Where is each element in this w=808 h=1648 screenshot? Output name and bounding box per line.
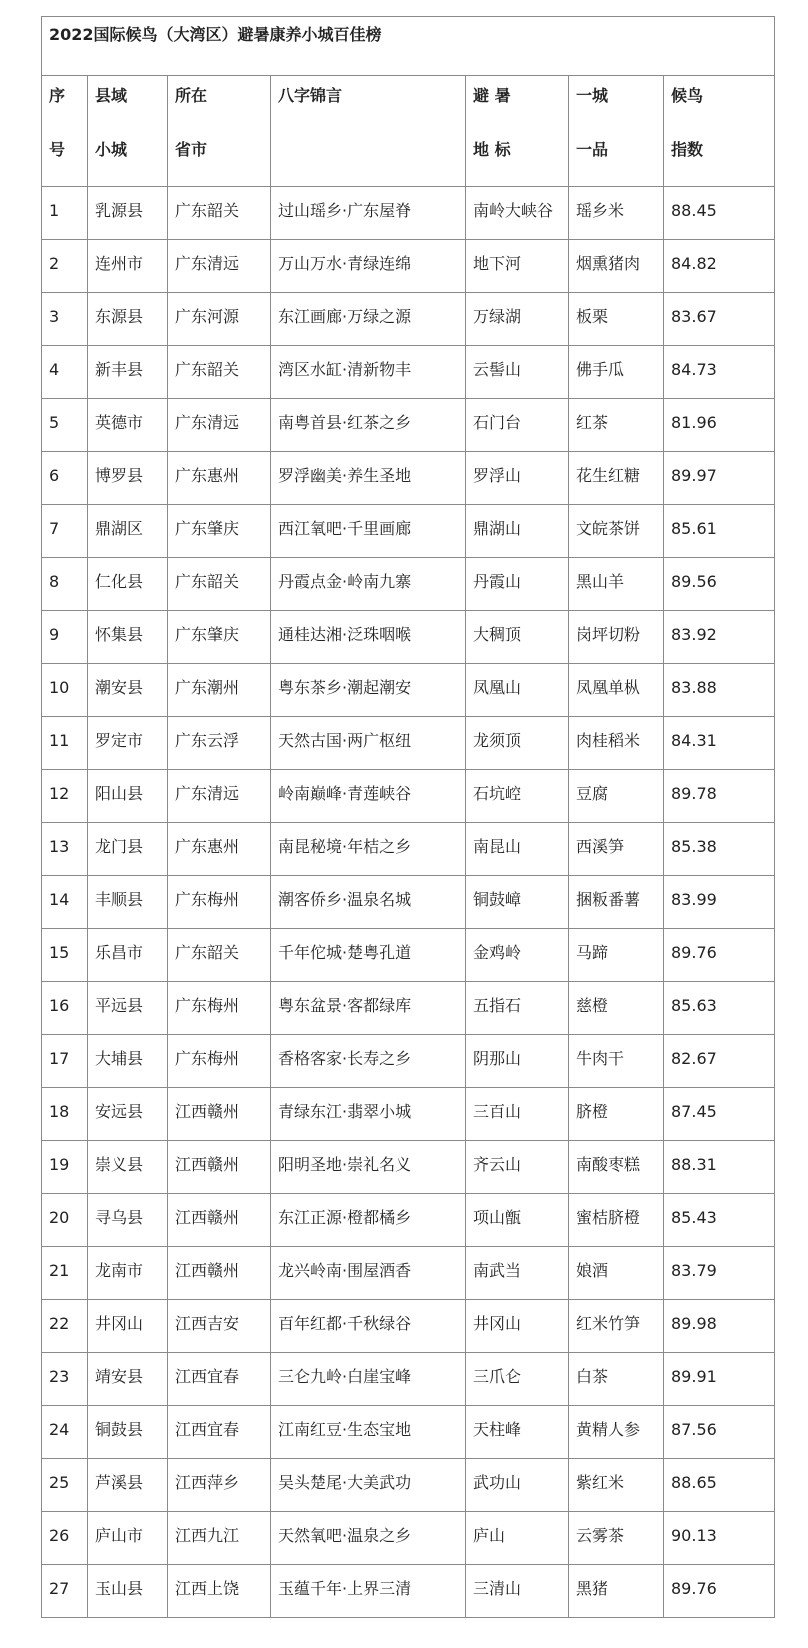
table-row bbox=[42, 1300, 775, 1353]
slogan-cell: 吴头楚尾·大美武功 bbox=[271, 1459, 466, 1512]
province-city-cell: 广东云浮 bbox=[168, 717, 271, 770]
rank-cell: 12 bbox=[42, 770, 88, 823]
specialty-cell: 佛手瓜 bbox=[569, 346, 664, 399]
table-row bbox=[42, 187, 775, 240]
county-cell: 丰顺县 bbox=[88, 876, 168, 929]
slogan-cell: 过山瑶乡·广东屋脊 bbox=[271, 187, 466, 240]
specialty-cell: 白茶 bbox=[569, 1353, 664, 1406]
table-row bbox=[42, 770, 775, 823]
index-cell: 83.79 bbox=[664, 1247, 775, 1300]
rank-cell: 10 bbox=[42, 664, 88, 717]
county-cell: 大埔县 bbox=[88, 1035, 168, 1088]
header-rank: 序 号 bbox=[42, 76, 88, 187]
slogan-cell: 湾区水缸·清新物丰 bbox=[271, 346, 466, 399]
province-city-cell: 广东肇庆 bbox=[168, 505, 271, 558]
county-cell: 仁化县 bbox=[88, 558, 168, 611]
index-cell: 83.88 bbox=[664, 664, 775, 717]
specialty-cell: 娘酒 bbox=[569, 1247, 664, 1300]
table-row bbox=[42, 611, 775, 664]
province-city-cell: 江西上饶 bbox=[168, 1565, 271, 1618]
slogan-cell: 东江画廊·万绿之源 bbox=[271, 293, 466, 346]
county-cell: 崇义县 bbox=[88, 1141, 168, 1194]
rank-cell: 13 bbox=[42, 823, 88, 876]
landmark-cell: 庐山 bbox=[466, 1512, 569, 1565]
rank-cell: 25 bbox=[42, 1459, 88, 1512]
slogan-cell: 粤东盆景·客都绿库 bbox=[271, 982, 466, 1035]
rank-cell: 8 bbox=[42, 558, 88, 611]
rank-cell: 18 bbox=[42, 1088, 88, 1141]
rank-cell: 21 bbox=[42, 1247, 88, 1300]
province-city-cell: 江西宜春 bbox=[168, 1353, 271, 1406]
province-city-cell: 江西赣州 bbox=[168, 1088, 271, 1141]
province-city-cell: 广东河源 bbox=[168, 293, 271, 346]
index-cell: 89.78 bbox=[664, 770, 775, 823]
index-cell: 83.99 bbox=[664, 876, 775, 929]
header-index: 候鸟 指数 bbox=[664, 76, 775, 187]
specialty-cell: 南酸枣糕 bbox=[569, 1141, 664, 1194]
specialty-cell: 脐橙 bbox=[569, 1088, 664, 1141]
landmark-cell: 南武当 bbox=[466, 1247, 569, 1300]
landmark-cell: 井冈山 bbox=[466, 1300, 569, 1353]
province-city-cell: 广东惠州 bbox=[168, 823, 271, 876]
slogan-cell: 粤东茶乡·潮起潮安 bbox=[271, 664, 466, 717]
specialty-cell: 红米竹笋 bbox=[569, 1300, 664, 1353]
province-city-cell: 江西赣州 bbox=[168, 1247, 271, 1300]
landmark-cell: 三爪仑 bbox=[466, 1353, 569, 1406]
specialty-cell: 牛肉干 bbox=[569, 1035, 664, 1088]
index-cell: 89.97 bbox=[664, 452, 775, 505]
specialty-cell: 烟熏猪肉 bbox=[569, 240, 664, 293]
table-row bbox=[42, 558, 775, 611]
landmark-cell: 天柱峰 bbox=[466, 1406, 569, 1459]
specialty-cell: 黑山羊 bbox=[569, 558, 664, 611]
specialty-cell: 西溪笋 bbox=[569, 823, 664, 876]
landmark-cell: 铜鼓嶂 bbox=[466, 876, 569, 929]
header-slogan: 八字锦言 bbox=[271, 76, 466, 187]
index-cell: 81.96 bbox=[664, 399, 775, 452]
rank-cell: 11 bbox=[42, 717, 88, 770]
specialty-cell: 红茶 bbox=[569, 399, 664, 452]
slogan-cell: 玉蕴千年·上界三清 bbox=[271, 1565, 466, 1618]
county-cell: 连州市 bbox=[88, 240, 168, 293]
county-cell: 龙南市 bbox=[88, 1247, 168, 1300]
county-cell: 东源县 bbox=[88, 293, 168, 346]
county-cell: 芦溪县 bbox=[88, 1459, 168, 1512]
rank-cell: 17 bbox=[42, 1035, 88, 1088]
specialty-cell: 花生红糖 bbox=[569, 452, 664, 505]
table-header-row bbox=[42, 76, 775, 187]
province-city-cell: 江西吉安 bbox=[168, 1300, 271, 1353]
county-cell: 安远县 bbox=[88, 1088, 168, 1141]
specialty-cell: 岗坪切粉 bbox=[569, 611, 664, 664]
table-row bbox=[42, 346, 775, 399]
table-row bbox=[42, 505, 775, 558]
province-city-cell: 广东清远 bbox=[168, 240, 271, 293]
index-cell: 89.76 bbox=[664, 929, 775, 982]
landmark-cell: 齐云山 bbox=[466, 1141, 569, 1194]
slogan-cell: 香格客家·长寿之乡 bbox=[271, 1035, 466, 1088]
county-cell: 博罗县 bbox=[88, 452, 168, 505]
header-county: 县域 小城 bbox=[88, 76, 168, 187]
specialty-cell: 慈橙 bbox=[569, 982, 664, 1035]
specialty-cell: 蜜桔脐橙 bbox=[569, 1194, 664, 1247]
slogan-cell: 罗浮幽美·养生圣地 bbox=[271, 452, 466, 505]
index-cell: 87.45 bbox=[664, 1088, 775, 1141]
landmark-cell: 阴那山 bbox=[466, 1035, 569, 1088]
province-city-cell: 广东韶关 bbox=[168, 929, 271, 982]
landmark-cell: 石门台 bbox=[466, 399, 569, 452]
slogan-cell: 江南红豆·生态宝地 bbox=[271, 1406, 466, 1459]
landmark-cell: 三清山 bbox=[466, 1565, 569, 1618]
specialty-cell: 瑶乡米 bbox=[569, 187, 664, 240]
table-row bbox=[42, 1565, 775, 1618]
province-city-cell: 广东韶关 bbox=[168, 187, 271, 240]
county-cell: 庐山市 bbox=[88, 1512, 168, 1565]
landmark-cell: 南岭大峡谷 bbox=[466, 187, 569, 240]
rank-cell: 20 bbox=[42, 1194, 88, 1247]
rank-cell: 22 bbox=[42, 1300, 88, 1353]
slogan-cell: 南粤首县·红茶之乡 bbox=[271, 399, 466, 452]
landmark-cell: 南昆山 bbox=[466, 823, 569, 876]
specialty-cell: 凤凰单枞 bbox=[569, 664, 664, 717]
province-city-cell: 广东清远 bbox=[168, 399, 271, 452]
slogan-cell: 千年佗城·楚粤孔道 bbox=[271, 929, 466, 982]
province-city-cell: 江西九江 bbox=[168, 1512, 271, 1565]
table-row bbox=[42, 929, 775, 982]
table-row bbox=[42, 1459, 775, 1512]
county-cell: 寻乌县 bbox=[88, 1194, 168, 1247]
index-cell: 89.76 bbox=[664, 1565, 775, 1618]
province-city-cell: 广东梅州 bbox=[168, 876, 271, 929]
index-cell: 88.65 bbox=[664, 1459, 775, 1512]
specialty-cell: 云雾茶 bbox=[569, 1512, 664, 1565]
rank-cell: 27 bbox=[42, 1565, 88, 1618]
header-landmark: 避 暑 地 标 bbox=[466, 76, 569, 187]
rank-cell: 19 bbox=[42, 1141, 88, 1194]
table-row bbox=[42, 1194, 775, 1247]
landmark-cell: 凤凰山 bbox=[466, 664, 569, 717]
table-row bbox=[42, 1141, 775, 1194]
landmark-cell: 金鸡岭 bbox=[466, 929, 569, 982]
table-row bbox=[42, 1035, 775, 1088]
province-city-cell: 江西宜春 bbox=[168, 1406, 271, 1459]
landmark-cell: 项山甑 bbox=[466, 1194, 569, 1247]
rank-cell: 7 bbox=[42, 505, 88, 558]
province-city-cell: 广东韶关 bbox=[168, 558, 271, 611]
header-province-city: 所在 省市 bbox=[168, 76, 271, 187]
rank-cell: 1 bbox=[42, 187, 88, 240]
slogan-cell: 百年红都·千秋绿谷 bbox=[271, 1300, 466, 1353]
landmark-cell: 鼎湖山 bbox=[466, 505, 569, 558]
province-city-cell: 广东潮州 bbox=[168, 664, 271, 717]
table-row bbox=[42, 1247, 775, 1300]
index-cell: 90.13 bbox=[664, 1512, 775, 1565]
slogan-cell: 青绿东江·翡翠小城 bbox=[271, 1088, 466, 1141]
landmark-cell: 丹霞山 bbox=[466, 558, 569, 611]
county-cell: 阳山县 bbox=[88, 770, 168, 823]
county-cell: 井冈山 bbox=[88, 1300, 168, 1353]
slogan-cell: 万山万水·青绿连绵 bbox=[271, 240, 466, 293]
county-cell: 怀集县 bbox=[88, 611, 168, 664]
ranking-table bbox=[41, 16, 775, 1618]
index-cell: 89.56 bbox=[664, 558, 775, 611]
rank-cell: 6 bbox=[42, 452, 88, 505]
specialty-cell: 马蹄 bbox=[569, 929, 664, 982]
specialty-cell: 文皖茶饼 bbox=[569, 505, 664, 558]
specialty-cell: 板栗 bbox=[569, 293, 664, 346]
province-city-cell: 广东梅州 bbox=[168, 1035, 271, 1088]
table-row bbox=[42, 452, 775, 505]
table-row bbox=[42, 399, 775, 452]
specialty-cell: 紫红米 bbox=[569, 1459, 664, 1512]
province-city-cell: 广东清远 bbox=[168, 770, 271, 823]
landmark-cell: 万绿湖 bbox=[466, 293, 569, 346]
table-row bbox=[42, 1353, 775, 1406]
landmark-cell: 云髻山 bbox=[466, 346, 569, 399]
slogan-cell: 天然氧吧·温泉之乡 bbox=[271, 1512, 466, 1565]
index-cell: 85.38 bbox=[664, 823, 775, 876]
index-cell: 85.43 bbox=[664, 1194, 775, 1247]
index-cell: 88.45 bbox=[664, 187, 775, 240]
rank-cell: 15 bbox=[42, 929, 88, 982]
slogan-cell: 阳明圣地·崇礼名义 bbox=[271, 1141, 466, 1194]
rank-cell: 4 bbox=[42, 346, 88, 399]
specialty-cell: 豆腐 bbox=[569, 770, 664, 823]
county-cell: 平远县 bbox=[88, 982, 168, 1035]
province-city-cell: 江西赣州 bbox=[168, 1141, 271, 1194]
table-row bbox=[42, 823, 775, 876]
index-cell: 89.91 bbox=[664, 1353, 775, 1406]
slogan-cell: 岭南巅峰·青莲峡谷 bbox=[271, 770, 466, 823]
rank-cell: 26 bbox=[42, 1512, 88, 1565]
table-row bbox=[42, 1406, 775, 1459]
table-row bbox=[42, 664, 775, 717]
province-city-cell: 广东肇庆 bbox=[168, 611, 271, 664]
landmark-cell: 罗浮山 bbox=[466, 452, 569, 505]
rank-cell: 14 bbox=[42, 876, 88, 929]
landmark-cell: 地下河 bbox=[466, 240, 569, 293]
slogan-cell: 东江正源·橙都橘乡 bbox=[271, 1194, 466, 1247]
landmark-cell: 大稠顶 bbox=[466, 611, 569, 664]
landmark-cell: 武功山 bbox=[466, 1459, 569, 1512]
index-cell: 89.98 bbox=[664, 1300, 775, 1353]
province-city-cell: 江西赣州 bbox=[168, 1194, 271, 1247]
landmark-cell: 石坑崆 bbox=[466, 770, 569, 823]
county-cell: 乳源县 bbox=[88, 187, 168, 240]
table-row bbox=[42, 876, 775, 929]
index-cell: 88.31 bbox=[664, 1141, 775, 1194]
slogan-cell: 通桂达湘·泛珠咽喉 bbox=[271, 611, 466, 664]
slogan-cell: 丹霞点金·岭南九寨 bbox=[271, 558, 466, 611]
rank-cell: 24 bbox=[42, 1406, 88, 1459]
province-city-cell: 广东惠州 bbox=[168, 452, 271, 505]
county-cell: 罗定市 bbox=[88, 717, 168, 770]
index-cell: 83.92 bbox=[664, 611, 775, 664]
slogan-cell: 潮客侨乡·温泉名城 bbox=[271, 876, 466, 929]
table-row bbox=[42, 1512, 775, 1565]
header-specialty: 一城 一品 bbox=[569, 76, 664, 187]
rank-cell: 23 bbox=[42, 1353, 88, 1406]
rank-cell: 3 bbox=[42, 293, 88, 346]
county-cell: 潮安县 bbox=[88, 664, 168, 717]
table-row bbox=[42, 982, 775, 1035]
index-cell: 84.82 bbox=[664, 240, 775, 293]
slogan-cell: 南昆秘境·年桔之乡 bbox=[271, 823, 466, 876]
province-city-cell: 广东梅州 bbox=[168, 982, 271, 1035]
county-cell: 靖安县 bbox=[88, 1353, 168, 1406]
province-city-cell: 广东韶关 bbox=[168, 346, 271, 399]
index-cell: 84.31 bbox=[664, 717, 775, 770]
slogan-cell: 西江氧吧·千里画廊 bbox=[271, 505, 466, 558]
slogan-cell: 龙兴岭南·围屋酒香 bbox=[271, 1247, 466, 1300]
county-cell: 铜鼓县 bbox=[88, 1406, 168, 1459]
table-row bbox=[42, 717, 775, 770]
county-cell: 龙门县 bbox=[88, 823, 168, 876]
specialty-cell: 黄精人参 bbox=[569, 1406, 664, 1459]
landmark-cell: 三百山 bbox=[466, 1088, 569, 1141]
table-row bbox=[42, 1088, 775, 1141]
rank-cell: 9 bbox=[42, 611, 88, 664]
index-cell: 82.67 bbox=[664, 1035, 775, 1088]
slogan-cell: 天然古国·两广枢纽 bbox=[271, 717, 466, 770]
county-cell: 鼎湖区 bbox=[88, 505, 168, 558]
landmark-cell: 龙须顶 bbox=[466, 717, 569, 770]
index-cell: 85.63 bbox=[664, 982, 775, 1035]
rank-cell: 5 bbox=[42, 399, 88, 452]
county-cell: 英德市 bbox=[88, 399, 168, 452]
province-city-cell: 江西萍乡 bbox=[168, 1459, 271, 1512]
index-cell: 83.67 bbox=[664, 293, 775, 346]
county-cell: 新丰县 bbox=[88, 346, 168, 399]
county-cell: 玉山县 bbox=[88, 1565, 168, 1618]
index-cell: 87.56 bbox=[664, 1406, 775, 1459]
county-cell: 乐昌市 bbox=[88, 929, 168, 982]
table-row bbox=[42, 293, 775, 346]
index-cell: 84.73 bbox=[664, 346, 775, 399]
table-title: 2022国际候鸟（大湾区）避暑康养小城百佳榜 bbox=[42, 17, 775, 76]
landmark-cell: 五指石 bbox=[466, 982, 569, 1035]
rank-cell: 16 bbox=[42, 982, 88, 1035]
table-row bbox=[42, 240, 775, 293]
specialty-cell: 捆粄番薯 bbox=[569, 876, 664, 929]
index-cell: 85.61 bbox=[664, 505, 775, 558]
rank-cell: 2 bbox=[42, 240, 88, 293]
specialty-cell: 黑猪 bbox=[569, 1565, 664, 1618]
specialty-cell: 肉桂稻米 bbox=[569, 717, 664, 770]
slogan-cell: 三仑九岭·白崖宝峰 bbox=[271, 1353, 466, 1406]
